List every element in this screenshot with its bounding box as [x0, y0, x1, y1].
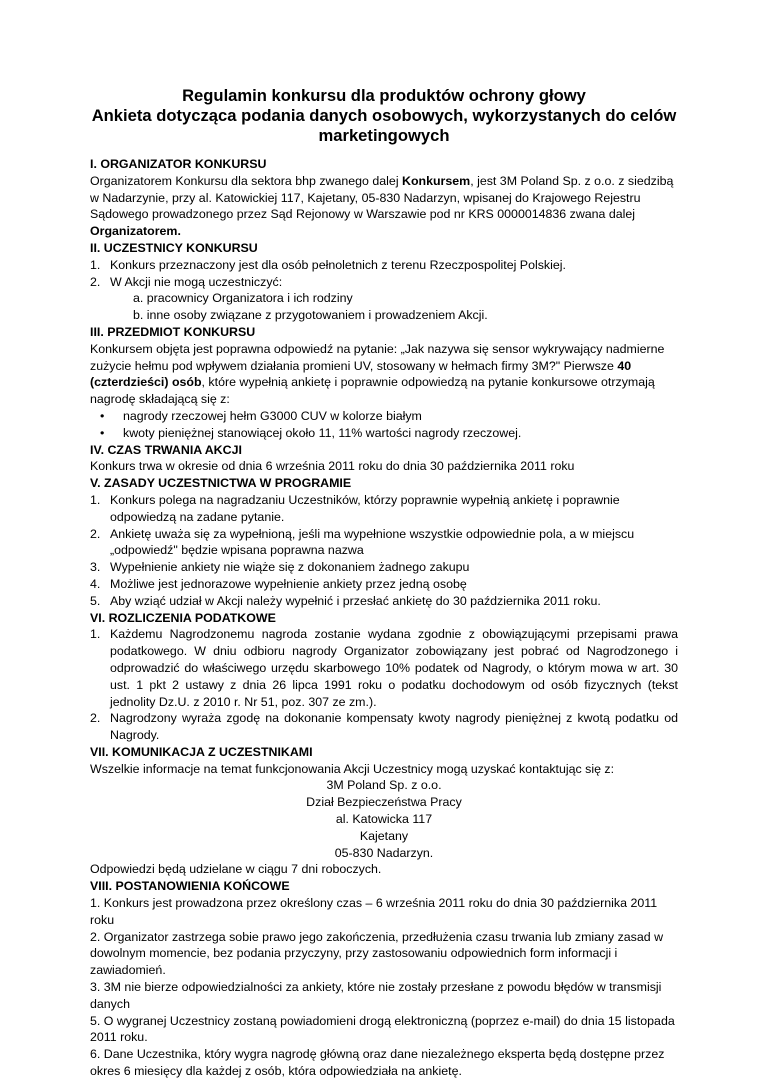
list-number: 3.: [90, 560, 101, 575]
final-paragraph: 6. Dane Uczestnika, który wygra nagrodę główną oraz dane niezależnego eksperta będą dostępne przez okres 6 miesięcy dla każdej z osób, która odpowiedziała na ankietę.: [90, 1047, 665, 1079]
list-item-text: Każdemu Nagrodzonemu nagroda zostanie wydana zgodnie z obowiązującymi przepisami prawa podatkowego. W dniu odbioru nagrody Organizator zobowiązany jest pobrać od Nagrodzonego i odprowadzić do właściwego urzędu skarbowego 10% podatek od Nagrody, o którym mowa w art. 30 ust. 1 pkt 2 ustawy z dnia 26 lipca 1991 roku o podatku dochodowym od osób fizycznych (tekst jednolity Dz.U. z 2010 r. Nr 51, poz. 307 ze zm.).: [110, 627, 678, 709]
sub-item-a: a. pracownicy Organizatora i ich rodziny: [133, 291, 353, 306]
list-item-text: Konkurs polega na nagradzaniu Uczestników, którzy poprawnie wypełnią ankietę i poprawnie odpowiedzą na zadane pytanie.: [110, 492, 620, 524]
list-item: [90, 593, 678, 610]
organizer-text-2: , jest 3M Poland Sp. z o.o. z siedzibą w Nadarzynie, przy al. Katowickiej 117, Kajetany, 05-830 Nadarzyn, wpisanej do Krajowego Rejestru Sądowego prowadzonego przez Sąd Rejonowy w Warszawie pod nr KRS 0000014836 zwana dalej: [90, 173, 674, 222]
organizer-paragraph: [90, 173, 678, 240]
bullet-text: nagrody rzeczowej hełm G3000 CUV w kolorze białym: [123, 408, 422, 423]
list-number: 2.: [90, 711, 101, 726]
list-item-text: W Akcji nie mogą uczestniczyć:: [110, 274, 283, 289]
section-heading-rules: V. ZASADY UCZESTNICTWA W PROGRAMIE: [90, 476, 352, 491]
list-item: [90, 626, 678, 710]
section-heading-duration: IV. CZAS TRWANIA AKCJI: [90, 442, 242, 457]
title-line-3: marketingowych: [318, 126, 450, 146]
address-line: Dział Bezpieczeństwa Pracy: [306, 795, 462, 810]
communication-intro: Wszelkie informacje na temat funkcjonowania Akcji Uczestnicy mogą uzyskać kontaktując się z:: [90, 761, 615, 776]
organizer-text-1: Organizatorem Konkursu dla sektora bhp zwanego dalej: [90, 173, 403, 188]
list-item-text: Konkurs przeznaczony jest dla osób pełnoletnich z terenu Rzeczpospolitej Polskiej.: [110, 257, 566, 272]
bullet-icon: •: [100, 425, 105, 440]
list-number: 2.: [90, 526, 101, 541]
list-item: [90, 257, 678, 274]
list-item: [90, 274, 678, 291]
section-heading-final: VIII. POSTANOWIENIA KOŃCOWE: [90, 879, 290, 894]
list-number: 2.: [90, 274, 101, 289]
final-paragraph: 2. Organizator zastrzega sobie prawo jego zakończenia, przedłużenia czasu trwania lub zmiany zasad w dowolnym momencie, bez podania przyczyny, przy zastosowaniu odpowiednich form informacji i zawiadomień.: [90, 929, 664, 978]
address-line: al. Katowicka 117: [335, 812, 433, 827]
sub-item-b: b. inne osoby związane z przygotowaniem i prowadzeniem Akcji.: [133, 308, 488, 323]
bullet-icon: •: [100, 408, 105, 423]
list-item: [90, 710, 678, 744]
bullet-item: [90, 425, 678, 442]
list-item-text: Nagrodzony wyraża zgodę na dokonanie kompensaty kwoty nagrody pieniężnej z kwotą podatku od Nagrody.: [110, 711, 678, 743]
final-paragraph: 5. O wygranej Uczestnicy zostaną powiadomieni drogą elektroniczną (poprzez e-mail) do dnia 15 listopada 2011 roku.: [90, 1013, 675, 1045]
list-item: [90, 576, 678, 593]
duration-paragraph: Konkurs trwa w okresie od dnia 6 września 2011 roku do dnia 30 października 2011 roku: [90, 459, 575, 474]
list-item-text: Wypełnienie ankiety nie wiąże się z dokonaniem żadnego zakupu: [110, 560, 470, 575]
list-item-text: Aby wziąć udział w Akcji należy wypełnić i przesłać ankietę do 30 października 2011 roku.: [110, 593, 601, 608]
list-number: 5.: [90, 593, 101, 608]
list-number: 1.: [90, 257, 101, 272]
address-line: Kajetany: [359, 828, 409, 843]
address-line: 05-830 Nadarzyn.: [334, 845, 434, 860]
list-number: 4.: [90, 576, 101, 591]
list-number: 1.: [90, 492, 101, 507]
final-paragraph: 1. Konkurs jest prowadzona przez określony czas – 6 września 2011 roku do dnia 30 października 2011 roku: [90, 896, 658, 927]
section-heading-organizer: I. ORGANIZATOR KONKURSU: [90, 157, 267, 171]
list-item: [90, 526, 678, 560]
list-item-text: Ankietę uważa się za wypełnioną, jeśli ma wypełnione wszystkie odpowiednie pola, a w miejscu „odpowiedź" będzie wpisana poprawna nazwa: [110, 526, 635, 558]
bullet-item: [90, 408, 678, 425]
subject-paragraph: [90, 341, 678, 408]
section-heading-participants: II. UCZESTNICY KONKURSU: [90, 240, 258, 255]
organizer-bold-1: Konkursem: [402, 173, 471, 188]
subject-bold: 40 (czterdzieści) osób: [90, 358, 632, 390]
list-item: [90, 492, 678, 526]
section-heading-communication: VII. KOMUNIKACJA Z UCZESTNIKAMI: [90, 744, 313, 759]
document-body: [90, 156, 678, 1080]
address-line: 3M Poland Sp. z o.o.: [326, 778, 442, 793]
organizer-bold-2: Organizatorem.: [90, 224, 181, 239]
list-number: 1.: [90, 627, 101, 642]
subject-text-2: , które wypełnią ankietę i poprawnie odpowiedzą na pytanie konkursowe otrzymają nagrodę składającą się z:: [90, 375, 655, 407]
final-paragraph: 3. 3M nie bierze odpowiedzialności za ankiety, które nie zostały przesłane z powodu błędów w transmisji danych: [90, 980, 662, 1011]
subject-text-1: Konkursem objęta jest poprawna odpowiedź na pytanie: „Jak nazywa się sensor wykrywający nadmierne zużycie hełmu pod wpływem działania promieni UV, stosowany w hełmach firmy 3M?" Pierwsze: [90, 341, 665, 373]
bullet-text: kwoty pieniężnej stanowiącej około 11, 11% wartości nagrody rzeczowej.: [123, 425, 522, 440]
list-item: [90, 559, 678, 576]
communication-outro: Odpowiedzi będą udzielane w ciągu 7 dni roboczych.: [90, 862, 382, 877]
section-heading-subject: III. PRZEDMIOT KONKURSU: [90, 324, 256, 339]
list-item-text: Możliwe jest jednorazowe wypełnienie ankiety przez jedną osobę: [110, 576, 467, 591]
section-heading-tax: VI. ROZLICZENIA PODATKOWE: [90, 610, 276, 625]
document-title: [90, 86, 678, 147]
title-line-2: Ankieta dotycząca podania danych osobowych, wykorzystanych do celów: [91, 106, 677, 126]
title-line-1: Regulamin konkursu dla produktów ochrony głowy: [182, 86, 586, 105]
